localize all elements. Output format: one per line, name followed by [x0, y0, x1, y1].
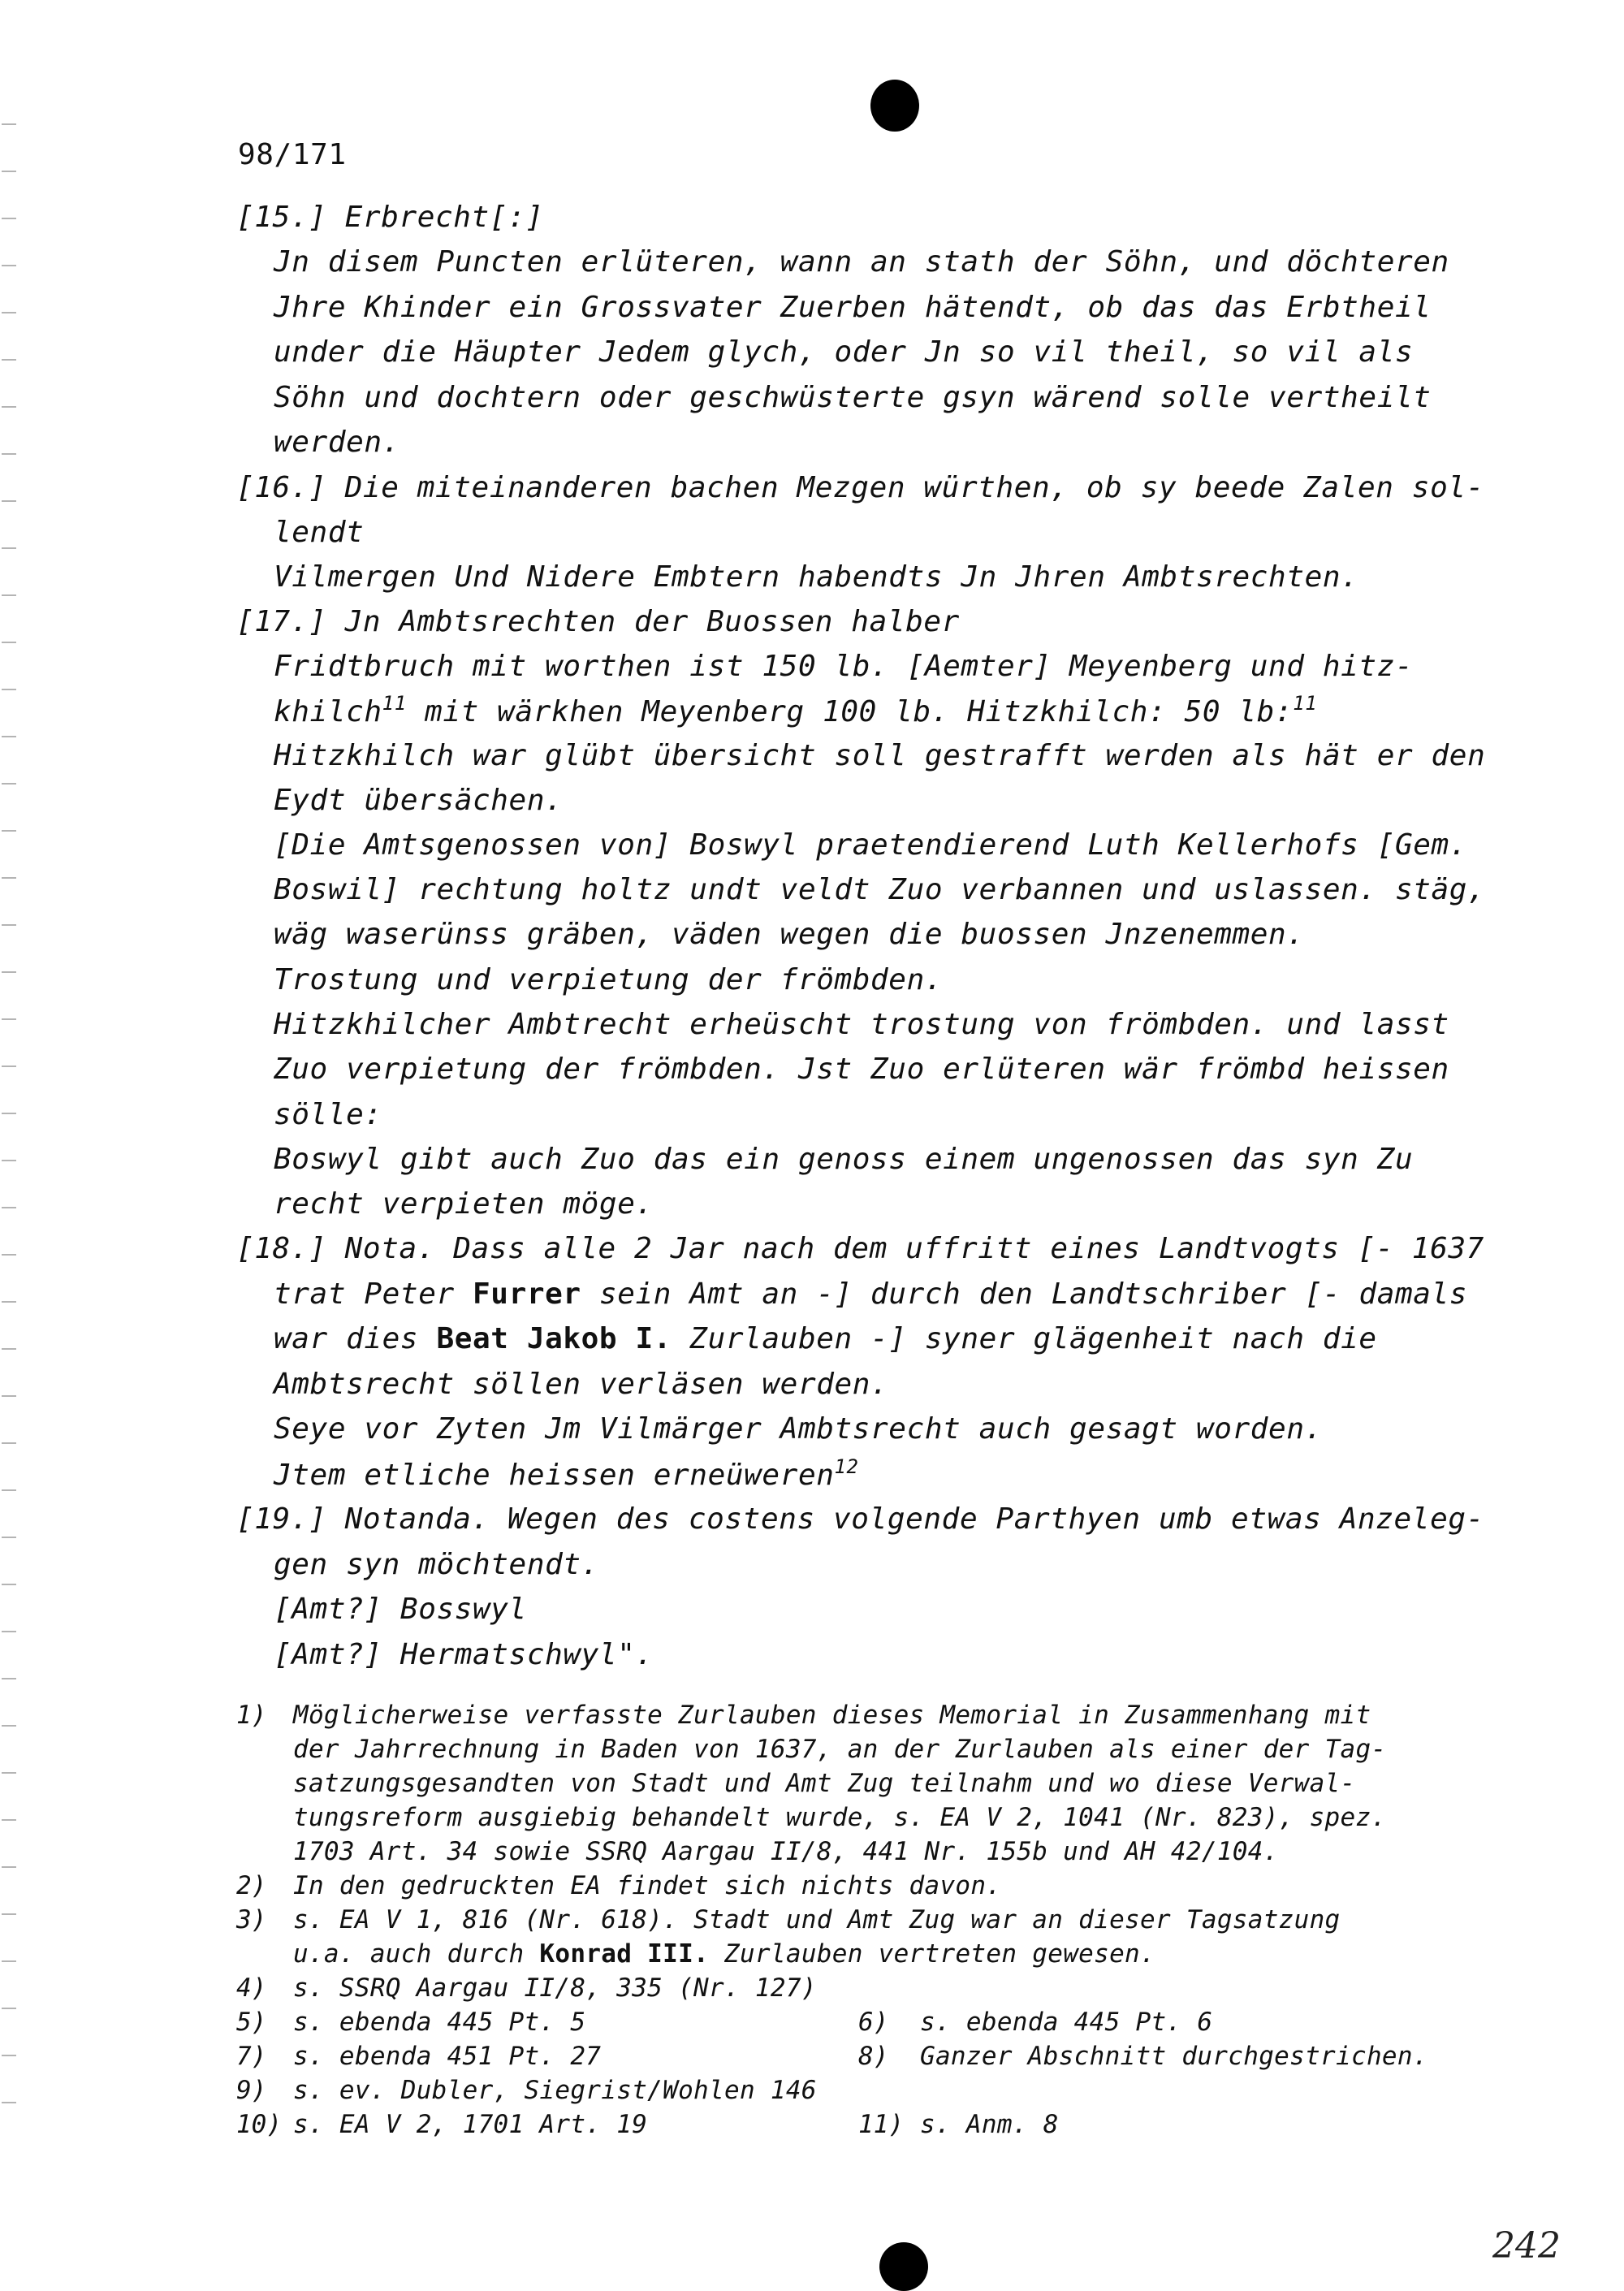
footnote-line: 1703 Art. 34 sowie SSRQ Aargau II/8, 441 Nr. 155b und AH 42/104. — [293, 1837, 1279, 1866]
body-line: Jn disem Puncten erlüteren, wann an stath der Söhn, und döchteren — [274, 245, 1449, 279]
punch-hole-top — [870, 80, 919, 132]
footnote-line: tungsreform ausgiebig behandelt wurde, s. EA V 2, 1041 (Nr. 823), spez. — [293, 1803, 1387, 1832]
body-line: Ambtsrecht söllen verläsen werden. — [274, 1368, 889, 1401]
section-15-heading: [15.] Erbrecht[:] — [236, 201, 544, 234]
section-18-heading: [18.] Nota. Dass alle 2 Jar nach dem uffritt eines Landtvogts [- 1637 — [236, 1232, 1484, 1265]
footnote-number: 2) — [236, 1871, 267, 1900]
document-ref: 98/171 — [238, 138, 347, 171]
body-line: gen syn möchtendt. — [274, 1548, 599, 1581]
section-19-heading: [19.] Notanda. Wegen des costens volgende Parthyen umb etwas Anzeleg- — [236, 1502, 1484, 1536]
footnote-line: s. ebenda 451 Pt. 27 — [293, 2042, 602, 2071]
footnote-line: s. Anm. 8 — [920, 2110, 1059, 2139]
body-line: Trostung und verpietung der frömbden. — [274, 963, 944, 996]
footnote-ref: 11 — [382, 692, 407, 715]
punch-hole-bottom — [879, 2242, 928, 2291]
footnote-number: 3) — [236, 1905, 267, 1934]
footnote-line: u.a. auch durch Konrad III. Zurlauben vertreten gewesen. — [293, 1939, 1155, 1969]
footnote-number: 5) — [236, 2008, 267, 2037]
footnote-line: s. EA V 1, 816 (Nr. 618). Stadt und Amt Zug war an dieser Tagsatzung — [293, 1905, 1341, 1934]
body-line: Hitzkhilch war glübt übersicht soll gestrafft werden als hät er den — [274, 739, 1486, 772]
person-name: Beat Jakob I. — [436, 1322, 672, 1355]
footnote-number: 11) — [858, 2110, 904, 2139]
section-16-heading: [16.] Die miteinanderen bachen Mezgen würthen, ob sy beede Zalen sol- — [236, 471, 1484, 504]
body-line: wäg waserünss gräben, väden wegen die buossen Jnzenemmen. — [274, 918, 1305, 951]
footnote-number: 4) — [236, 1973, 267, 2003]
person-name: Konrad III. — [539, 1939, 710, 1969]
body-line: Vilmergen Und Nidere Embtern habendts Jn Jhren Ambtsrechten. — [274, 560, 1359, 594]
body-line: Jtem etliche heissen erneüweren$^{12}$ — [274, 1455, 859, 1492]
footnote-number: 7) — [236, 2042, 267, 2071]
body-line: Jhre Khinder ein Grossvater Zuerben hätendt, ob das das Erbtheil — [274, 291, 1432, 324]
body-line: war dies Beat Jakob I. Zurlauben -] syner glägenheit nach die — [274, 1322, 1377, 1355]
footnote-number: 6) — [858, 2008, 889, 2037]
body-line: Eydt übersächen. — [274, 784, 564, 817]
body-line: Fridtbruch mit worthen ist 150 lb. [Aemter] Meyenberg und hitz- — [274, 650, 1414, 683]
body-line: trat Peter Furrer sein Amt an -] durch den Landtschriber [- damals — [274, 1277, 1468, 1311]
footnote-line: satzungsgesandten von Stadt und Amt Zug teilnahm und wo diese Verwal- — [293, 1769, 1356, 1798]
footnote-number: 10) — [236, 2110, 282, 2139]
body-line: under die Häupter Jedem glych, oder Jn so vil theil, so vil als — [274, 335, 1414, 369]
footnote-number: 9) — [236, 2076, 267, 2105]
footnote-line: s. ev. Dubler, Siegrist/Wohlen 146 — [293, 2076, 817, 2105]
footnote-line: s. ebenda 445 Pt. 5 — [293, 2008, 586, 2037]
footnote-line: s. EA V 2, 1701 Art. 19 — [293, 2110, 648, 2139]
handwritten-page-number: 242 — [1492, 2225, 1561, 2267]
body-line: Zuo verpietung der frömbden. Jst Zuo erlüteren wär frömbd heissen — [274, 1053, 1449, 1086]
body-line: werden. — [274, 426, 400, 459]
body-line: lendt — [274, 516, 365, 549]
body-line: Seye vor Zyten Jm Vilmärger Ambtsrecht auch gesagt worden. — [274, 1412, 1323, 1446]
body-line: Söhn und dochtern oder geschwüsterte gsyn wärend solle vertheilt — [274, 381, 1432, 414]
footnote-line: s. ebenda 445 Pt. 6 — [920, 2008, 1213, 2037]
footnote-ref: 11 — [1293, 692, 1318, 715]
body-line: Hitzkhilcher Ambtrecht erheüscht trostung von frömbden. und lasst — [274, 1008, 1449, 1041]
section-17-heading: [17.] Jn Ambtsrechten der Buossen halber — [236, 605, 960, 638]
body-line: [Amt?] Hermatschwyl". — [274, 1638, 654, 1671]
margin-scan-marks — [2, 106, 16, 2136]
body-line: [Die Amtsgenossen von] Boswyl praetendierend Luth Kellerhofs [Gem. — [274, 828, 1468, 862]
body-line: sölle: — [274, 1098, 382, 1131]
body-line: Boswyl gibt auch Zuo das ein genoss einem ungenossen das syn Zu — [274, 1143, 1414, 1176]
body-line: recht verpieten möge. — [274, 1187, 654, 1221]
footnote-ref: 12 — [834, 1455, 859, 1478]
footnote-number: 8) — [858, 2042, 889, 2071]
body-line: khilch$^{11}$ mit wärkhen Meyenberg 100 lb. Hitzkhilch: 50 lb:$^{11}$ — [274, 692, 1318, 728]
footnote-line: In den gedruckten EA findet sich nichts davon. — [293, 1871, 1002, 1900]
body-line: Boswil] rechtung holtz undt veldt Zuo verbannen und uslassen. stäg, — [274, 873, 1486, 906]
footnote-line: Möglicherweise verfasste Zurlauben dieses Memorial in Zusammenhang mit — [293, 1701, 1371, 1730]
footnote-number: 1) — [236, 1701, 267, 1730]
person-name: Furrer — [473, 1277, 581, 1311]
body-line: [Amt?] Bosswyl — [274, 1593, 527, 1626]
footnote-line: s. SSRQ Aargau II/8, 335 (Nr. 127) — [293, 1973, 817, 2003]
footnote-line: der Jahrrechnung in Baden von 1637, an der Zurlauben als einer der Tag- — [293, 1735, 1387, 1764]
footnote-line: Ganzer Abschnitt durchgestrichen. — [920, 2042, 1428, 2071]
